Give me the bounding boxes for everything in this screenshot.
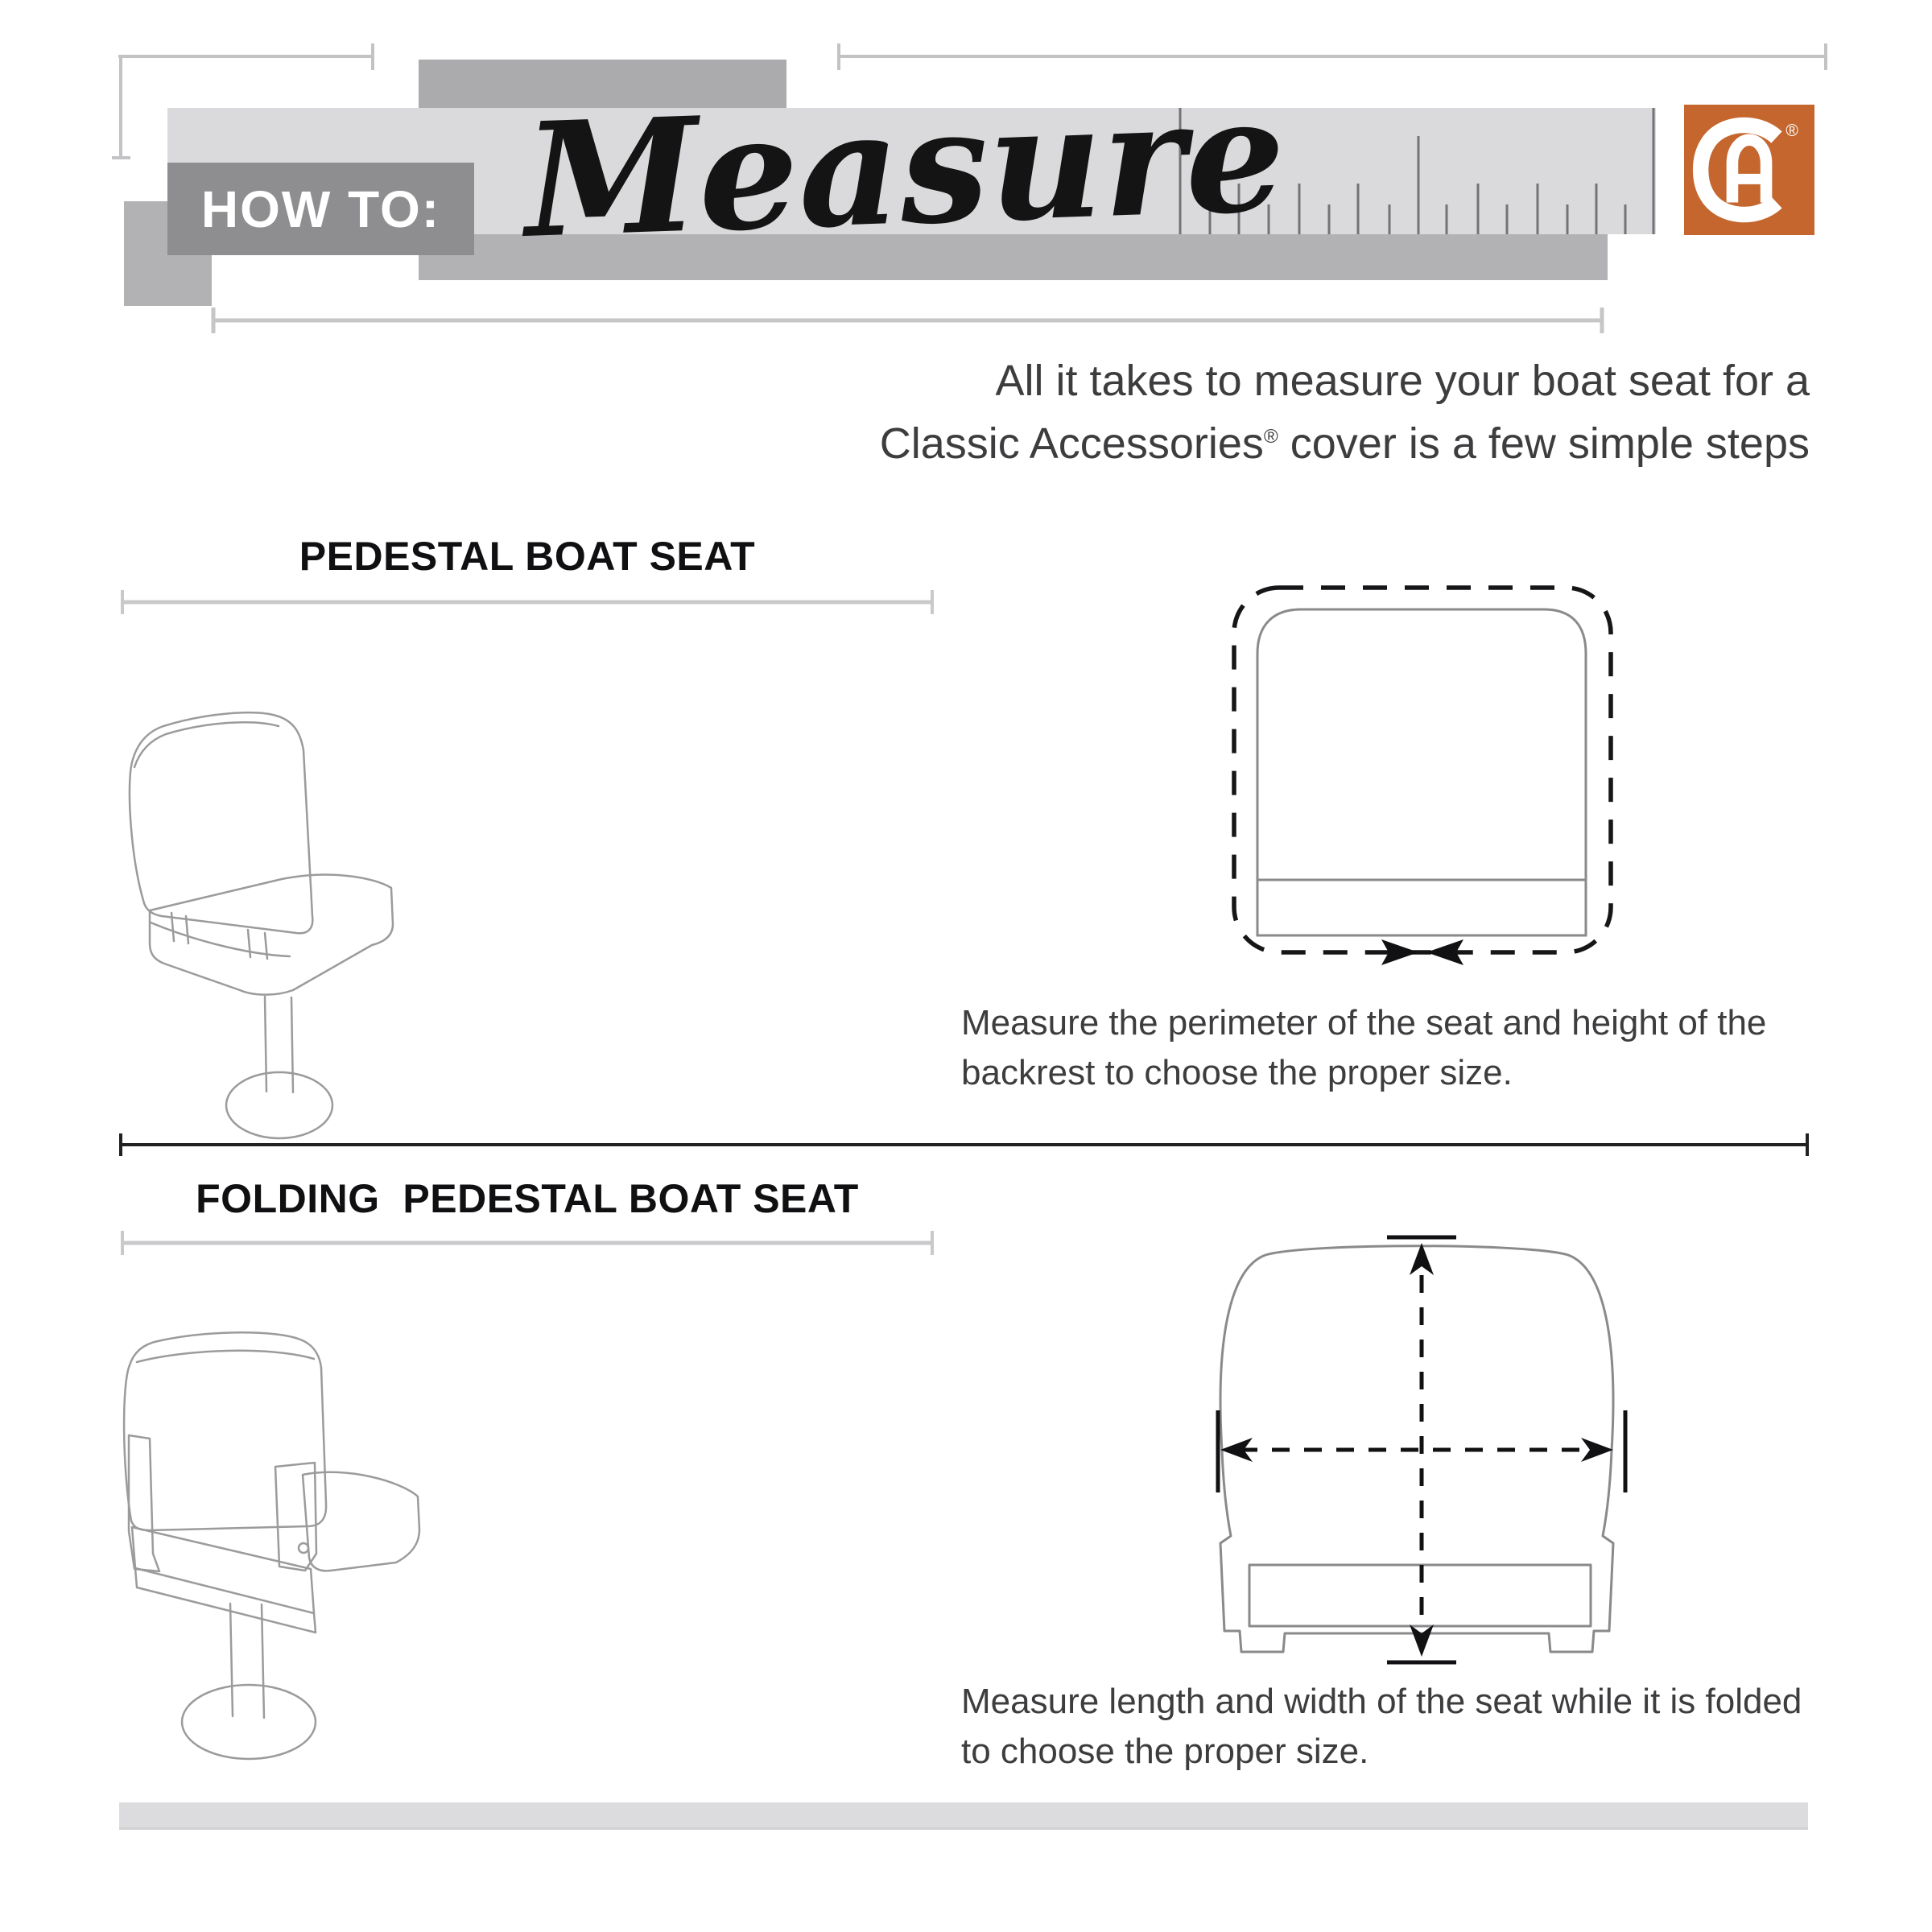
folded-seat-dimension-diagram	[1191, 1224, 1642, 1674]
seat-perimeter-diagram	[1208, 564, 1642, 982]
measure-guide-line	[113, 584, 942, 620]
ca-monogram-icon	[1684, 105, 1814, 235]
pedestal-seat-illustration	[80, 684, 604, 1167]
measure-guide-line	[113, 1224, 942, 1261]
intro-line-1: All it takes to measure your boat seat for a	[995, 357, 1810, 405]
registered-mark: ®	[1263, 426, 1278, 448]
kicker-box	[167, 163, 474, 255]
intro-text	[880, 353, 1810, 472]
caption-pedestal: Measure the perimeter of the seat and height of the backrest to choose the proper size.	[961, 1003, 1767, 1092]
page-title: Measure	[521, 62, 1289, 273]
classic-accessories-logo	[1684, 105, 1814, 235]
footer-bar	[119, 1802, 1808, 1830]
perimeter-dashed-outline	[1234, 588, 1611, 952]
registered-mark: ®	[1785, 121, 1798, 140]
intro-line-2: Classic Accessories® cover is a few simple steps	[879, 419, 1810, 468]
caption-folding: Measure length and width of the seat while it is folded to choose the proper size.	[961, 1682, 1802, 1771]
section-heading-folding: FOLDING PEDESTAL BOAT SEAT	[196, 1176, 859, 1221]
kicker-label: HOW TO:	[200, 180, 441, 238]
section-divider	[113, 1127, 1819, 1163]
section-heading-pedestal: PEDESTAL BOAT SEAT	[299, 534, 756, 579]
folding-seat-illustration	[80, 1288, 644, 1852]
